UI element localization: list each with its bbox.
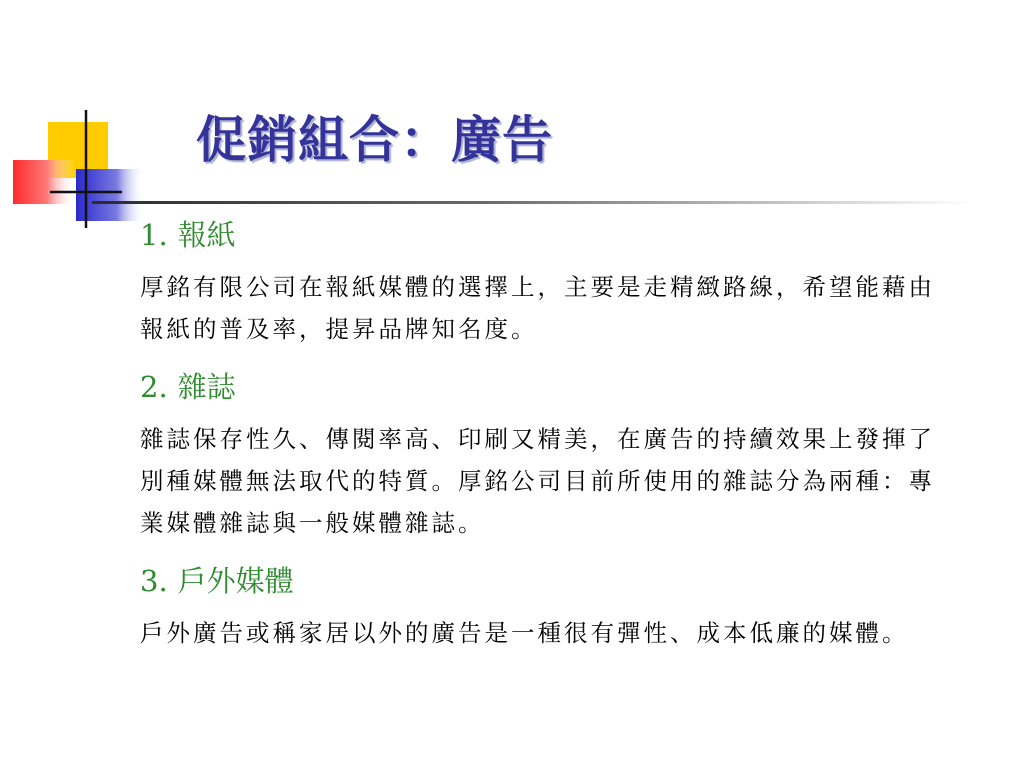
- title-divider: [92, 201, 972, 204]
- section-heading-magazine: [140, 364, 955, 410]
- section-number: 3.: [140, 564, 168, 598]
- section-heading-outdoor-media: [140, 558, 955, 604]
- decorative-squares-logo: [0, 100, 150, 235]
- section-title: 戶外媒體: [177, 564, 294, 598]
- section-number: 2.: [140, 370, 168, 404]
- section-title: 雜誌: [177, 370, 236, 404]
- slide-title: 促銷組合：廣告: [196, 110, 553, 169]
- slide-content: [140, 212, 955, 654]
- section-heading-newspaper: [140, 212, 955, 258]
- section-paragraph-newspaper: 厚銘有限公司在報紙媒體的選擇上，主要是走精緻路線，希望能藉由報紙的普及率，提昇品牌知名度。: [140, 273, 935, 343]
- section-number: 1.: [140, 218, 168, 252]
- section-title: 報紙: [177, 218, 236, 252]
- section-paragraph-magazine: 雜誌保存性久、傳閱率高、印刷又精美，在廣告的持續效果上發揮了別種媒體無法取代的特質。厚銘公司目前所使用的雜誌分為兩種：專業媒體雜誌與一般媒體雜誌。: [140, 425, 935, 537]
- section-paragraph-outdoor-media: 戶外廣告或稱家居以外的廣告是一種很有彈性、成本低廉的媒體。: [140, 619, 909, 647]
- red-square: [13, 160, 75, 204]
